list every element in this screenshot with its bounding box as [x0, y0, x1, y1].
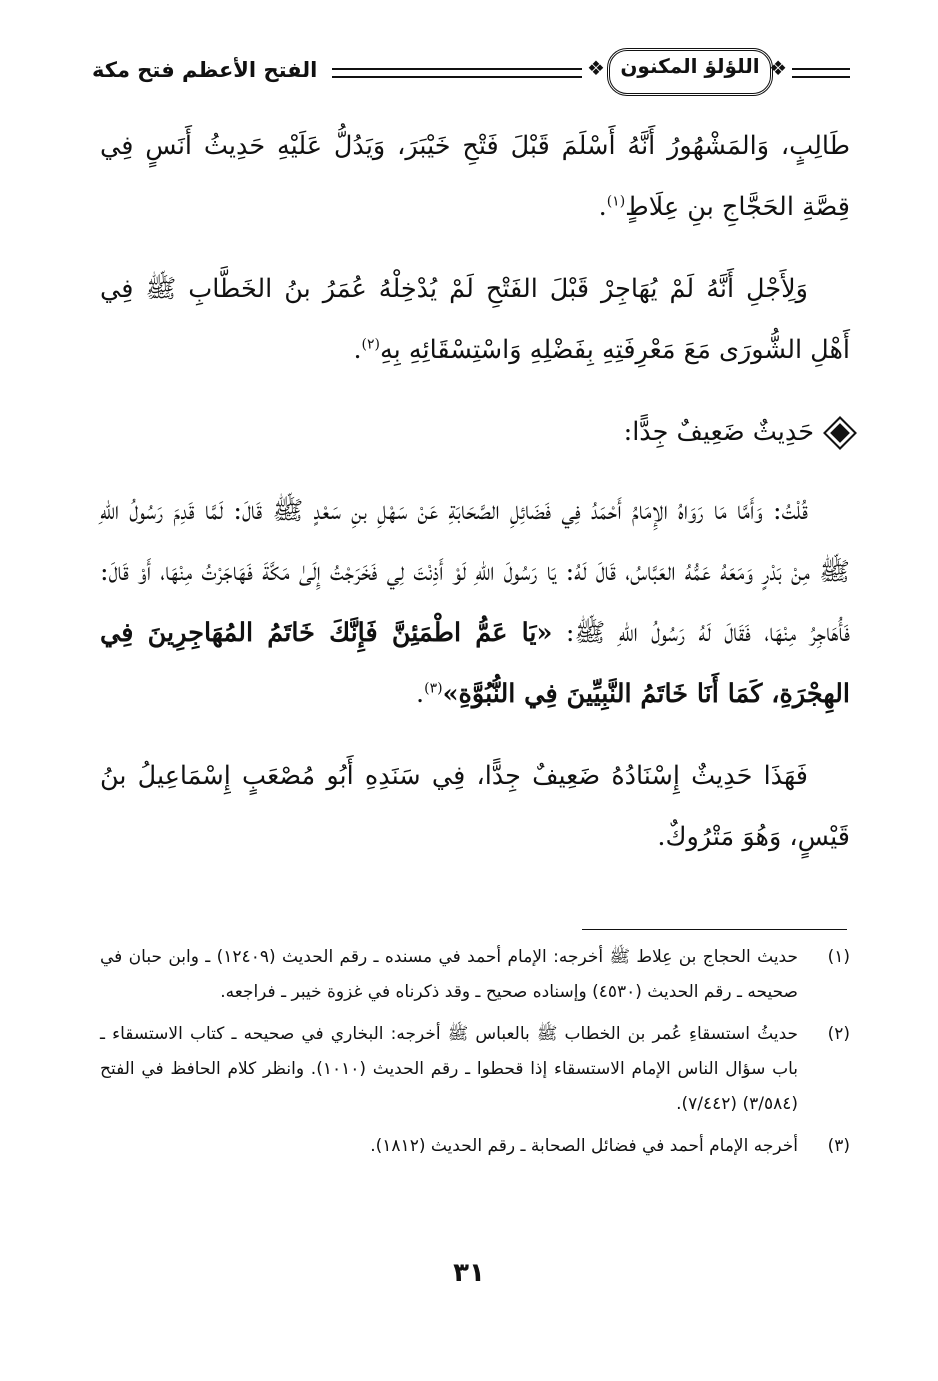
- header-rule-right: [792, 68, 850, 78]
- paragraph-1: [100, 116, 850, 238]
- footnote-ref-3: (٣): [424, 680, 443, 697]
- paragraph-1-text: طَالِبٍ، وَالمَشْهُورُ أَنَّهُ أَسْلَمَ قَبْلَ فَتْحِ خَيْبَرَ، وَيَدُلُّ عَلَيْهِ حَدِيثُ أَنَسٍ فِي قِصَّةِ الحَجَّاجِ بنِ عِلَاطٍ: [100, 131, 850, 222]
- paragraph-2-end: .: [353, 335, 362, 365]
- footnote-number: (١): [827, 947, 850, 967]
- paragraph-3-text: قُلْتُ: وَأَمَّا مَا رَوَاهُ الإِمَامُ أَحْمَدُ فِي فَضَائِلِ الصَّحَابَةِ عَنْ سَهْلِ بنِ سَعْدٍ ﷺ قَالَ: لَمَّا قَدِمَ رَسُولُ اللهِ ﷺ مِنْ بَدْرٍ وَمَعَهُ عَمُّهُ العَبَّاسُ، قَالَ لَهُ: يَا رَسُولَ اللهِ لَوْ أَذِنْتَ لِي فَخَرَجْتُ إِلَىٰ مَكَّةَ فَهَاجَرْتُ مِنْهَا، أَوْ قَالَ: فَأُهَاجِرُ مِنْهَا، فَقَالَ لَهُ رَسُولُ اللهِ ﷺ:: [100, 496, 850, 648]
- running-header: [92, 38, 852, 104]
- series-title-cartouche: [587, 38, 787, 102]
- page-number: ٣١: [453, 1258, 485, 1288]
- paragraph-2: [100, 259, 850, 381]
- footnote-separator: [582, 929, 847, 930]
- ornament-icon: ❖: [769, 56, 787, 80]
- diamond-bullet-icon: [826, 419, 854, 447]
- series-title: اللؤلؤ المكنون: [620, 54, 760, 78]
- footnote-1: [100, 940, 850, 1010]
- header-rule-left: [332, 68, 582, 78]
- hadith-quote: «يَا عَمُّ اطْمَئِنَّ فَإِنَّكَ خَاتَمُ المُهَاجِرِينَ فِي الهِجْرَةِ، كَمَا أَنَا خَاتَمُ النَّبِيِّينَ فِي النُّبُوَّةِ»: [100, 618, 850, 709]
- footnote-number: (٢): [827, 1024, 850, 1044]
- footnote-2: [100, 1017, 850, 1122]
- section-heading-text: حَدِيثٌ ضَعِيفٌ جِدًّا:: [623, 417, 814, 447]
- paragraph-3-end: .: [416, 679, 425, 709]
- paragraph-1-end: .: [598, 192, 607, 222]
- paragraph-2-text: وَلِأَجْلِ أَنَّهُ لَمْ يُهَاجِرْ قَبْلَ الفَتْحِ لَمْ يُدْخِلْهُ عُمَرُ بنُ الخَطَّابِ ﷺ فِي أَهْلِ الشُّورَى مَعَ مَعْرِفَتِهِ بِفَضْلِهِ وَاسْتِسْقَائِهِ بِهِ: [100, 274, 850, 365]
- main-text: [100, 116, 850, 889]
- footnote-3: [100, 1129, 850, 1164]
- paragraph-3: [100, 481, 850, 725]
- book-title: الفتح الأعظم فتح مكة: [92, 58, 318, 82]
- paragraph-4-text: فَهَذَا حَدِيثٌ إِسْنَادُهُ ضَعِيفٌ جِدًّا، فِي سَنَدِهِ أَبُو مُصْعَبٍ إِسْمَاعِيلُ بنُ قَيْسٍ، وَهُوَ مَتْرُوكٌ.: [100, 761, 850, 852]
- footnote-number: (٣): [827, 1136, 850, 1156]
- footnote-text: حديثُ استسقاءِ عُمر بن الخطاب ﷺ بالعباس ﷺ أخرجه: البخاري في صحيحه ـ كتاب الاستسقاء ـ باب سؤال الناس الإمام الاستسقاء إذا قحطوا ـ رقم الحديث (١٠١٠). وانظر كلام الحافظ في الفتح (٣/٥٨٤) (٧/٤٤٢).: [100, 1024, 798, 1114]
- footnote-text: حديث الحجاج بن عِلاط ﷺ أخرجه: الإمام أحمد في مسنده ـ رقم الحديث (١٢٤٠٩) ـ وابن حبان في صحيحه ـ رقم الحديث (٤٥٣٠) وإسناده صحيح ـ وقد ذكرناه في غزوة خيبر ـ فراجعه.: [100, 947, 798, 1002]
- paragraph-4: [100, 746, 850, 868]
- footnotes: [100, 940, 850, 1171]
- section-heading: [100, 402, 850, 463]
- ornament-icon: ❖: [587, 56, 605, 80]
- footnote-ref-1: (١): [606, 193, 626, 210]
- footnote-text: أخرجه الإمام أحمد في فضائل الصحابة ـ رقم الحديث (١٨١٢).: [370, 1136, 798, 1156]
- footnote-ref-2: (٢): [361, 336, 381, 353]
